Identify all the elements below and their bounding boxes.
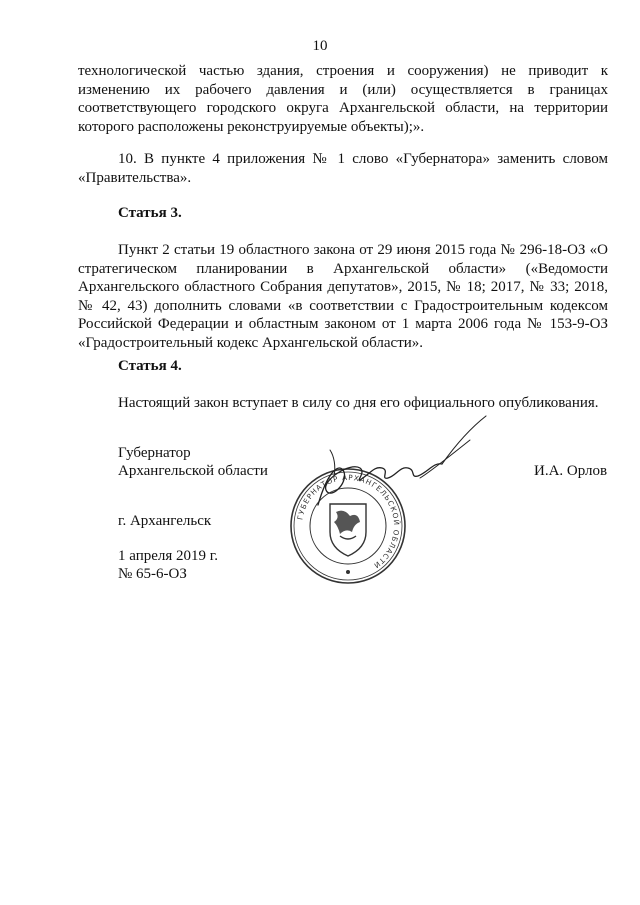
date-line: 1 апреля 2019 г. [118,548,218,564]
paragraph-continuation: технологической частью здания, строения и сооружения) не приводит к изменению их рабочего давления и (или) осуществляется в границах соответствующего городского округа Архангельской области, на территории которого расположены реконструируемые объекты);». [78,63,608,135]
signer-title-line2: Архангельской области [118,463,268,479]
svg-text:ГУБЕРНАТОР АРХАНГЕЛЬСКОЙ ОБЛАС: ГУБЕРНАТОР АРХАНГЕЛЬСКОЙ ОБЛАСТИ [295,472,402,571]
signer-title-line1: Губернатор [118,445,191,461]
city-line: г. Архангельск [118,513,212,529]
paragraph-article-3: Пункт 2 статьи 19 областного закона от 29 июня 2015 года № 296-18-ОЗ «О стратегическом планировании в Архангельской области» («Ведомости Архангельского областного Собрания депутатов», 2015, № 18; 2017, № 33; 2018, № 42, 43) дополнить словами «в соответствии с Градостроительным кодексом Российской Федерации и областным законом от 1 марта 2006 года № 153-9-ОЗ «Градостроительный кодекс Архангельской области». [78,242,608,351]
law-number-line: № 65-6-ОЗ [118,566,187,582]
article-4-heading: Статья 4. [118,358,182,374]
paragraph-article-4: Настоящий закон вступает в силу со дня его официального опубликования. [118,395,599,411]
handwritten-signature-icon [300,410,500,520]
page-number: 10 [312,38,328,54]
paragraph-item-10: 10. В пункте 4 приложения № 1 слово «Губернатора» заменить словом «Правительства». [78,151,608,186]
signer-name: И.А. Орлов [534,463,608,479]
article-3-heading: Статья 3. [118,205,182,221]
